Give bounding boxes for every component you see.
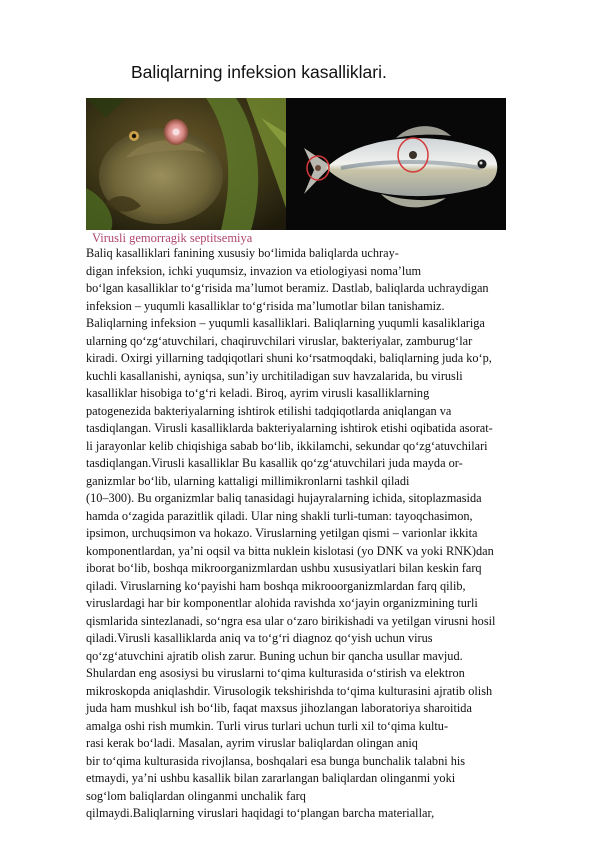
text-line: tasdiqlangan.Virusli kasalliklar Bu kasallik qo‘zg‘atuvchilari juda mayda or- (86, 456, 463, 470)
text-line: hamda o‘zagida parazitlik qiladi. Ular ning shakli turli-tuman: tayoqchasimon, (86, 508, 473, 523)
text-line: kiradi. Oxirgi yillarning tadqiqotlari shuni ko‘rsatmoqdaki, baliqlarning juda ko‘p, (86, 351, 492, 365)
text-line: qismlarida sintezlanadi, so‘ngra esa ular o‘zaro birikishadi va yetilgan virusni hosil (86, 613, 496, 628)
text-line: Shulardan eng asosiysi bu viruslarni to‘qima kulturasida o‘stirish va elektron (86, 666, 465, 680)
text-line: qo‘zg‘atuvchini ajratib olish zarur. Buning uchun bir qancha usullar mavjud. (86, 648, 463, 663)
text-line: etmaydi, ya’ni ushbu kasallik bilan zararlangan baliqlardan olinganmi yoki (86, 771, 456, 785)
text-line: infeksion – yuqumli kasalliklar to‘g‘risida ma’lumotlar bilan tanishamiz. (86, 298, 445, 313)
text-line: ganizmlar bo‘lib, ularning kattaligi millimikronlarni tashkil qiladi (86, 473, 410, 488)
text-line: ularning qo‘zg‘atuvchilari, chaqiruvchilari viruslar, bakteriyalar, zamburug‘lar (86, 333, 473, 348)
figure-caption: Virusli gemorragik septitsemiya (92, 231, 253, 245)
text-line: Baliqlarning infeksion – yuqumli kasalliklari. Baliqlarning yuqumli kasaliklariga (86, 316, 485, 330)
page-title: Baliqlarning infeksion kasalliklari. (131, 62, 387, 82)
text-line: ipsimon, urchuqsimon va hokazo. Viruslarning yetilgan qismi – varionlar ikkita (86, 526, 478, 540)
text-line: komponentlardan, ya’ni oqsil va bitta nuklein kislotasi (yo DNK va yoki RNK)dan (86, 543, 494, 558)
text-line: (10–300). Bu organizmlar baliq tanasidagi hujayralarning ichida, sitoplazmasida (86, 491, 482, 505)
body-text (86, 245, 556, 823)
text-line: rasi kerak bo‘ladi. Masalan, ayrim viruslar baliqlardan olingan aniq (86, 736, 418, 750)
text-line: Baliq kasalliklari fanining xususiy bo‘limida baliqlarda uchray- (86, 246, 399, 260)
figure-photos (86, 98, 506, 230)
text-line: kasalliklar hisobiga to‘g‘ri keladi. Biroq, ayrim virusli kasalliklarning (86, 386, 430, 400)
rainbowfish-with-marked-lesions-photo (286, 98, 506, 230)
text-line: qilmaydi.Baliqlarning viruslari haqidagi to‘plangan barcha materiallar, (86, 806, 435, 820)
text-line: mikroskopda aniqlashdir. Virusologik tekshirishda to‘qima kulturasini ajratib olish (86, 683, 493, 698)
text-line: tasdiqlangan. Virusli kasalliklarda bakteriyalarning ishtirok etishi oqibatida asorat- (86, 421, 493, 435)
text-line: li jarayonlar kelib chiqishiga sabab bo‘lib, ikkilamchi, sekundar qo‘zg‘atuvchilari (86, 438, 488, 453)
text-line: viruslardagi har bir komponentlar alohida ravishda xo‘jayin organizmining turli (86, 596, 478, 610)
text-line: iborat bo‘lib, boshqa mikroorganizmlardan ushbu xususiyatlari bilan keskin farq (86, 561, 482, 575)
text-line: bir to‘qima kulturasida rivojlansa, boshqalari esa bunga bunchalik talabni his (86, 753, 466, 768)
text-line: kuchli kasallanishi, ayniqsa, sun’iy urchitiladigan suv havzalarida, bu virusli (86, 368, 463, 383)
text-line: amalga oshi rish mumkin. Turli virus turlari uchun turli xil to‘qima kultu- (86, 718, 449, 733)
text-line: sog‘lom baliqlardan olinganmi unchalik farq (86, 788, 306, 803)
text-line: juda ham mushkul ish bo‘lib, faqat maxsus jihozlangan laboratoriya sharoitida (86, 701, 472, 715)
fish-with-lesion-photo (86, 98, 286, 230)
text-line: digan infeksion, ichki yuqumsiz, invazion va etiologiyasi noma’lum (86, 263, 422, 278)
text-line: qiladi. Viruslarning ko‘payishi ham boshqa mikrooorganizmlardan farq qilib, (86, 578, 466, 593)
text-line: patogenezida bakteriyalarning ishtirok etilishi tadqiqotlarda aniqlangan va (86, 403, 452, 418)
text-line: bo‘lgan kasalliklar to‘g‘risida ma’lumot beramiz. Dastlab, baliqlarda uchraydigan (86, 281, 489, 295)
text-line: qiladi.Virusli kasalliklarda aniq va to‘g‘ri diagnoz qo‘yish uchun virus (86, 631, 433, 645)
